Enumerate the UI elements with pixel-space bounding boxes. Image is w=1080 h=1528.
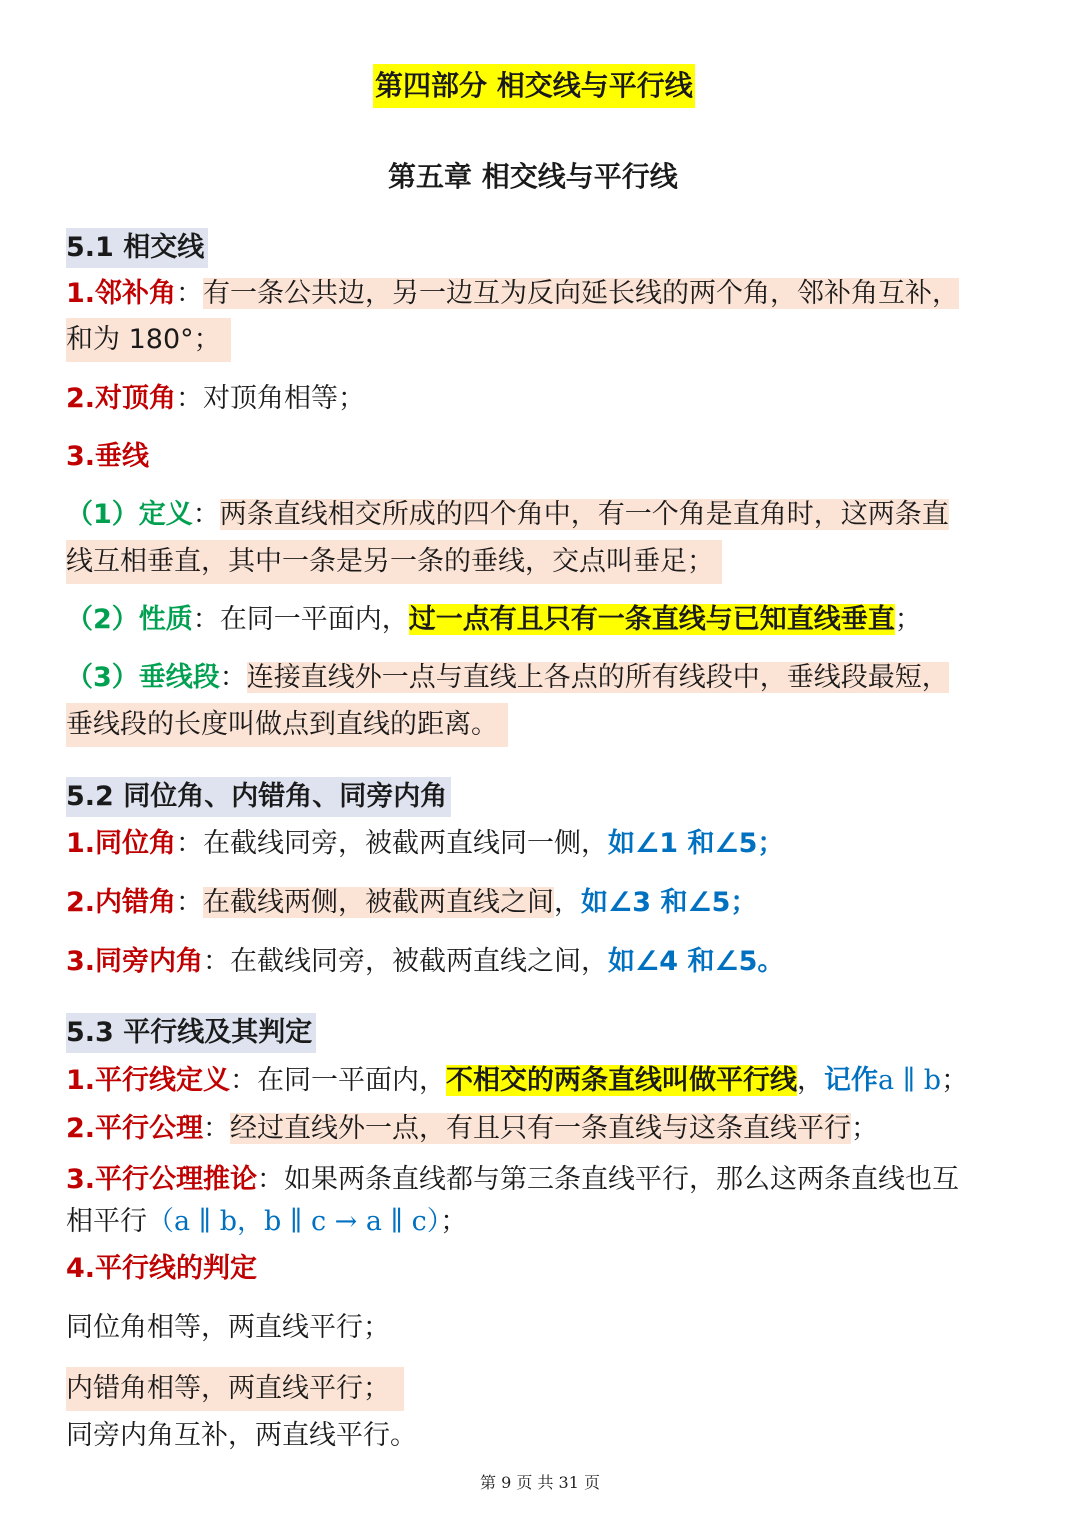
s51-sub3: （3）垂线段：连接直线外一点与直线上各点的所有线段中，垂线段最短， <box>66 662 949 693</box>
s51-sub2-highlight: 过一点有且只有一条直线与已知直线垂直 <box>408 604 895 635</box>
s53-item1-end: ； <box>941 1065 969 1096</box>
s51-sub3-label: （3）垂线段 <box>66 662 220 693</box>
s51-item2: 2.对顶角：对顶角相等； <box>66 383 366 414</box>
s52-item2-example: 如∠3 和∠5； <box>581 887 758 918</box>
s51-item1-text-a: 有一条公共边，另一边互为反向延长线的两个角，邻补角互补， <box>203 278 960 309</box>
s52-item1: 1.同位角：在截线同旁，被截两直线同一侧，如∠1 和∠5； <box>66 828 785 859</box>
s53-item2-label: 2.平行公理 <box>66 1113 204 1144</box>
s53-item3-formula: （a ∥ b，b ∥ c → a ∥ c） <box>147 1206 441 1237</box>
s53-item1-label: 1.平行线定义 <box>66 1065 231 1096</box>
s53-item4-label: 4.平行线的判定 <box>66 1253 258 1284</box>
section-heading-5-1: 5.1 相交线 <box>66 228 208 268</box>
s52-item1-example: 如∠1 和∠5； <box>608 828 785 859</box>
part-title: 第四部分 相交线与平行线 <box>373 64 695 108</box>
s53-item3-end: ； <box>440 1206 468 1237</box>
s53-item1: 1.平行线定义：在同一平面内，不相交的两条直线叫做平行线，记作a ∥ b； <box>66 1065 969 1096</box>
s52-item2-label: 2.内错角 <box>66 887 177 918</box>
s53-item3-label: 3.平行公理推论 <box>66 1164 258 1195</box>
s53-item2-text: 经过直线外一点，有且只有一条直线与这条直线平行 <box>230 1113 852 1144</box>
s51-sub2-text: 在同一平面内， <box>219 604 409 635</box>
s51-sub2-end: ； <box>894 604 922 635</box>
s51-item1: 1.邻补角：有一条公共边，另一边互为反向延长线的两个角，邻补角互补， <box>66 278 960 309</box>
s51-item3-label: 3.垂线 <box>66 441 150 472</box>
s53-item3-line2 <box>66 1200 467 1244</box>
s53-rule2: 内错角相等，两直线平行； <box>66 1367 404 1411</box>
s53-rule3: 同旁内角互补，两直线平行。 <box>66 1420 417 1451</box>
s52-item1-text: 在截线同旁，被截两直线同一侧， <box>203 828 609 859</box>
s53-item3-text-b: 相平行 <box>66 1206 147 1237</box>
s51-sub2: （2）性质：在同一平面内，过一点有且只有一条直线与已知直线垂直； <box>66 604 922 635</box>
s51-sub3-text-b: 垂线段的长度叫做点到直线的距离。 <box>66 703 508 747</box>
s52-item3-example: 如∠4 和∠5。 <box>608 946 785 977</box>
s51-sub3-text-a: 连接直线外一点与直线上各点的所有线段中，垂线段最短， <box>246 662 949 693</box>
s51-item1-text-b: 和为 180°； <box>66 318 231 362</box>
page-footer: 第 9 页 共 31 页 <box>480 1473 600 1492</box>
s51-item2-text: 对顶角相等； <box>203 383 366 414</box>
section-heading-5-3: 5.3 平行线及其判定 <box>66 1013 316 1053</box>
s52-item2: 2.内错角：在截线两侧，被截两直线之间，如∠3 和∠5； <box>66 887 758 918</box>
s51-item1-label: 1.邻补角 <box>66 278 177 309</box>
s51-sub2-label: （2）性质 <box>66 604 193 635</box>
s53-item3-text-a: 如果两条直线都与第三条直线平行，那么这两条直线也互 <box>284 1164 960 1195</box>
s53-item1-text: 在同一平面内， <box>257 1065 447 1096</box>
s52-item3-label: 3.同旁内角 <box>66 946 204 977</box>
s52-item1-label: 1.同位角 <box>66 828 177 859</box>
s52-item3: 3.同旁内角：在截线同旁，被截两直线之间，如∠4 和∠5。 <box>66 946 785 977</box>
s52-item2-text: 在截线两侧，被截两直线之间 <box>203 887 555 918</box>
section-heading-5-2: 5.2 同位角、内错角、同旁内角 <box>66 777 451 817</box>
s53-item2-end: ； <box>851 1113 879 1144</box>
s51-item2-label: 2.对顶角 <box>66 383 177 414</box>
chapter-title: 第五章 相交线与平行线 <box>388 160 678 193</box>
s53-item1-note: 记作 <box>824 1065 879 1096</box>
s51-sub1-text-a: 两条直线相交所成的四个角中，有一个角是直角时，这两条直 <box>219 499 949 530</box>
s53-item3: 3.平行公理推论：如果两条直线都与第三条直线平行，那么这两条直线也互 <box>66 1164 960 1195</box>
s53-rule1: 同位角相等，两直线平行； <box>66 1312 390 1343</box>
s53-item2: 2.平行公理：经过直线外一点，有且只有一条直线与这条直线平行； <box>66 1113 879 1144</box>
s53-item1-formula: a ∥ b <box>878 1065 942 1096</box>
s52-item3-text: 在截线同旁，被截两直线之间， <box>230 946 609 977</box>
s51-sub1-text-b: 线互相垂直，其中一条是另一条的垂线，交点叫垂足； <box>66 540 722 584</box>
s51-sub1-label: （1）定义 <box>66 499 193 530</box>
s53-item1-highlight: 不相交的两条直线叫做平行线 <box>446 1065 798 1096</box>
s51-sub1: （1）定义：两条直线相交所成的四个角中，有一个角是直角时，这两条直 <box>66 499 949 530</box>
